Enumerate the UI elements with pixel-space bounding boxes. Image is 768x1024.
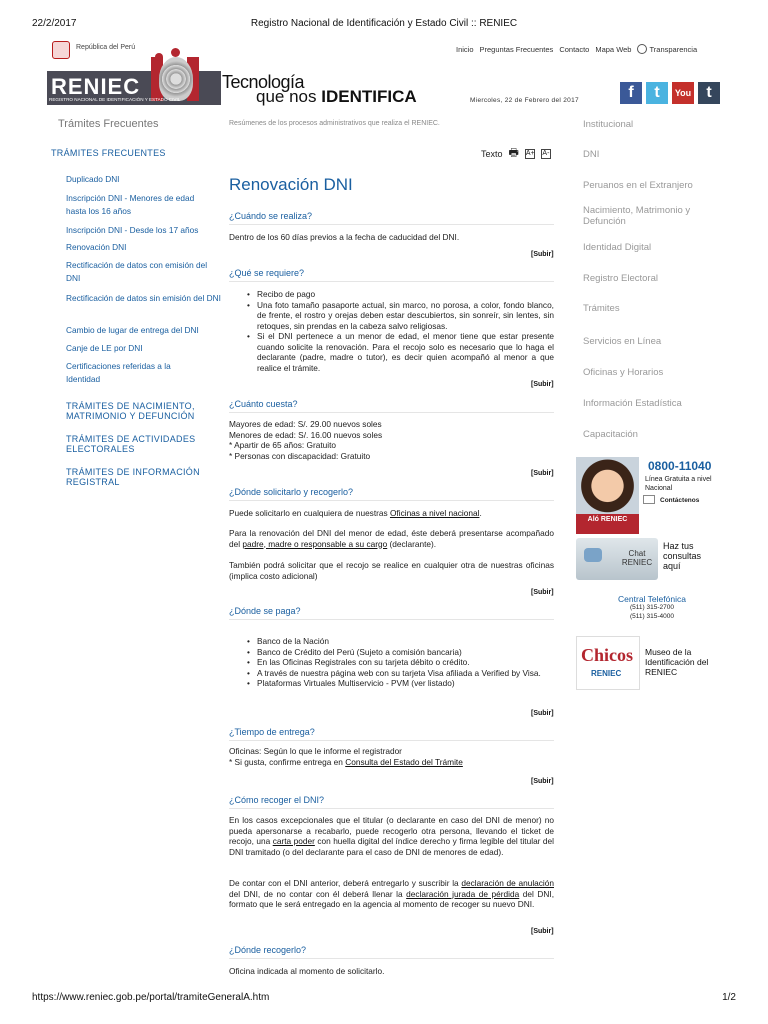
right-nav-estadistica[interactable]: Información Estadística xyxy=(583,398,682,409)
q-cuesta: ¿Cuánto cuesta? xyxy=(229,399,298,409)
left-item-renovacion[interactable]: Renovación DNI xyxy=(66,242,127,252)
tumblr-icon[interactable]: t xyxy=(698,82,720,104)
left-item-inscripcion-17[interactable]: Inscripción DNI - Desde los 17 años xyxy=(66,225,199,235)
chat-bubble-icon xyxy=(584,548,602,562)
cost-line: Menores de edad: S/. 16.00 nuevos soles xyxy=(229,429,383,440)
chat-label: Chat RENIEC xyxy=(621,549,653,567)
print-icon[interactable]: 🖶 xyxy=(508,147,519,159)
tiempo-2: * Si gusta, confirme entrega en Consulta del Estado del Trámite xyxy=(229,757,463,767)
right-nav-oficinas[interactable]: Oficinas y Horarios xyxy=(583,367,664,378)
q-donde-solicitar: ¿Dónde solicitarlo y recogerlo? xyxy=(229,487,354,497)
q-requiere: ¿Qué se requiere? xyxy=(229,268,305,278)
reniec-logo[interactable] xyxy=(47,43,221,107)
left-section-title: Trámites Frecuentes xyxy=(58,118,159,130)
left-item-canje-le[interactable]: Canje de LE por DNI xyxy=(66,343,143,353)
central-numbers: (511) 315-2700 (511) 315-4000 xyxy=(630,604,674,620)
alo-reniec-badge: Aló RENIEC xyxy=(576,514,639,534)
q-donde-recoger: ¿Dónde recogerlo? xyxy=(229,945,307,955)
nav-inicio[interactable]: Inicio xyxy=(456,44,474,54)
subir-link[interactable]: [Subir] xyxy=(531,589,554,596)
cost-line: Mayores de edad: S/. 29.00 nuevos soles xyxy=(229,419,382,429)
republica-label: República del Perú xyxy=(76,44,136,51)
right-nav-registro-electoral[interactable]: Registro Electoral xyxy=(583,273,658,284)
oficinas-link[interactable]: Oficinas a nivel nacional xyxy=(389,508,480,518)
tagline-line-1: Tecnología xyxy=(222,72,305,92)
print-title: Registro Nacional de Identificación y Estado Civil :: RENIEC xyxy=(250,18,518,29)
left-heading-registral[interactable]: TRÁMITES DE INFORMACIÓN REGISTRAL xyxy=(66,467,200,487)
declaracion-anulacion-link[interactable]: declaración de anulación xyxy=(461,878,554,888)
left-item-rectificacion-con[interactable]: Rectificación de datos con emisión del DNI xyxy=(66,260,208,283)
como-recoger-2: De contar con el DNI anterior, deberá entregarlo y suscribir la declaración de anulación del DNI, de no contar con él deberá llenar la declaración jurada de pérdida del DNI, formato que le será entregado en la agencia al momento de recoger su nuevo DNI. xyxy=(229,878,555,909)
q-tiempo: ¿Tiempo de entrega? xyxy=(229,727,315,737)
q-cuando: ¿Cuándo se realiza? xyxy=(229,211,313,221)
cost-line: * Apartir de 65 años: Gratuito xyxy=(229,440,337,450)
q-donde-paga: ¿Dónde se paga? xyxy=(229,606,301,616)
font-smaller-icon[interactable]: A- xyxy=(542,149,550,157)
left-item-rectificacion-sin[interactable]: Rectificación de datos sin emisión del DNI xyxy=(66,293,221,303)
left-item-duplicado[interactable]: Duplicado DNI xyxy=(66,174,120,184)
left-heading-electorales[interactable]: TRÁMITES DE ACTIVIDADES ELECTORALES xyxy=(66,434,196,454)
museo-link[interactable]: Museo de la Identificación del RENIEC xyxy=(645,647,709,677)
list-item: • Si el DNI pertenece a un menor de edad, el menor tiene que estar presente cuando solicite la renovación. Para el recojo solo es necesario que lo haga el declarante (padre, madre o tutor), es decir quien acompañó al menor a que realice el trámite. xyxy=(245,331,554,373)
list-item: • Banco de Crédito del Perú (Sujeto a comisión bancaria) xyxy=(245,647,554,658)
page-title: Renovación DNI xyxy=(229,175,353,194)
top-nav xyxy=(456,44,697,54)
list-item: • Plataformas Virtuales Multiservicio - PVM (ver listado) xyxy=(245,678,554,689)
search-icon xyxy=(637,44,647,54)
right-nav-capacitacion[interactable]: Capacitación xyxy=(583,429,638,440)
central-telefonica: Central Telefónica xyxy=(618,594,686,604)
list-item: • Una foto tamaño pasaporte actual, sin marco, no porosa, a color, fondo blanco, de frente, el rostro y orejas deben estar descubiertos, sin sonreír, sin lentes, sin retoques, sin prendas en la cabeza salvo religiosas. xyxy=(245,300,554,332)
font-bigger-icon[interactable]: A+ xyxy=(525,149,535,157)
subir-link[interactable]: [Subir] xyxy=(531,928,554,935)
chicos-reniec-label: RENIEC xyxy=(591,669,622,678)
nav-mapa-web[interactable]: Mapa Web xyxy=(595,44,632,54)
logo-word: RENIEC xyxy=(51,74,141,99)
subir-link[interactable]: [Subir] xyxy=(531,710,554,717)
donde-recoger-1: Oficina indicada al momento de solicitarlo. xyxy=(229,966,385,976)
print-page-number: 1/2 xyxy=(722,992,736,1003)
list-item: • A través de nuestra página web con su tarjeta Visa afiliada a Verified by Visa. xyxy=(245,668,554,679)
requisitos-list xyxy=(245,289,554,373)
padre-madre-link[interactable]: padre, madre o responsable a su cargo xyxy=(242,538,388,549)
print-url: https://www.reniec.gob.pe/portal/tramiteGeneralA.htm xyxy=(32,992,270,1003)
left-section-heading[interactable]: TRÁMITES FRECUENTES xyxy=(51,148,166,158)
right-nav-peruanos[interactable]: Peruanos en el Extranjero xyxy=(583,180,693,191)
left-item-cambio-lugar[interactable]: Cambio de lugar de entrega del DNI xyxy=(66,325,199,335)
facebook-icon[interactable]: f xyxy=(620,82,642,104)
consulta-estado-link[interactable]: Consulta del Estado del Trámite xyxy=(345,757,463,767)
fingerprint-icon xyxy=(159,57,193,101)
text-tools xyxy=(481,144,551,163)
subir-link[interactable]: [Subir] xyxy=(531,251,554,258)
right-nav-servicios[interactable]: Servicios en Línea xyxy=(583,336,662,347)
nav-contacto[interactable]: Contacto xyxy=(559,44,590,54)
right-nav-dni[interactable]: DNI xyxy=(583,149,600,160)
subir-link[interactable]: [Subir] xyxy=(531,381,554,388)
logo-subtitle: REGISTRO NACIONAL DE IDENTIFICACIÓN Y ESTADO CIVIL xyxy=(49,97,181,102)
tagline-line-2: que nos IDENTIFICA xyxy=(256,87,417,106)
q-como-recoger: ¿Cómo recoger el DNI? xyxy=(229,795,325,805)
right-nav-tramites[interactable]: Trámites xyxy=(583,303,620,314)
chicos-logo: Chicos xyxy=(581,645,634,665)
cost-line: * Personas con discapacidad: Gratuito xyxy=(229,450,371,461)
right-nav-nacimiento[interactable]: Nacimiento, Matrimonio y Defunción xyxy=(583,205,691,227)
pago-list xyxy=(245,636,554,689)
contactenos-link[interactable]: Contáctenos xyxy=(660,497,700,504)
right-nav-identidad-digital[interactable]: Identidad Digital xyxy=(583,242,652,253)
right-nav-institucional[interactable]: Institucional xyxy=(583,119,634,130)
list-item: • Banco de la Nación xyxy=(245,636,554,647)
tiempo-1: Oficinas: Según lo que le informe el registrador xyxy=(229,746,402,756)
texto-label: Texto xyxy=(481,148,503,159)
subir-link[interactable]: [Subir] xyxy=(531,470,554,477)
donde-solicitar-1: Puede solicitarlo en cualquiera de nuestras Oficinas a nivel nacional. xyxy=(229,508,482,518)
resumen-text: Resúmenes de los procesos administrativos que realiza el RENIEC. xyxy=(229,120,440,127)
como-recoger-1: En los casos excepcionales que el titular (o declarante en caso del DNI de menor) no pueda apersonarse a recabarlo, puede recogerlo otra persona, llevando el ticket de recojo, una carta poder con huella digital del índice derecho y firma legible del titular del DNI tramitado (o del declarante para el caso de DNI de menores de edad). xyxy=(229,815,554,857)
donde-solicitar-2: Para la renovación del DNI del menor de edad, éste deberá presentarse acompañado del padre, madre o responsable a su cargo (declarante). xyxy=(229,528,554,549)
twitter-icon[interactable]: t xyxy=(646,82,668,104)
chat-reniec-button[interactable] xyxy=(576,538,658,580)
declaracion-perdida-link[interactable]: declaración jurada de pérdida xyxy=(406,888,520,899)
youtube-icon[interactable]: You Tube xyxy=(672,82,694,104)
carta-poder-link[interactable]: carta poder xyxy=(272,836,315,846)
list-item: • En las Oficinas Registrales con su tarjeta débito o crédito. xyxy=(245,657,554,668)
linea-gratuita: Línea Gratuita a nivel Nacional xyxy=(645,476,712,492)
current-date: Miercoles, 22 de Febrero del 2017 xyxy=(470,97,579,104)
left-heading-nacimiento[interactable]: TRÁMITES DE NACIMIENTO, MATRIMONIO Y DEFUNCIÓN xyxy=(66,401,195,421)
nav-preguntas-frecuentes[interactable]: Preguntas Frecuentes xyxy=(479,44,554,54)
a-cuando: Dentro de los 60 días previos a la fecha de caducidad del DNI. xyxy=(229,232,460,242)
nav-transparencia[interactable]: Transparencia xyxy=(637,44,697,54)
list-item: • Recibo de pago xyxy=(245,289,554,300)
donde-solicitar-3: También podrá solicitar que el recojo se realice en cualquier otra de nuestras oficinas (implica costo adicional) xyxy=(229,560,554,581)
subir-link[interactable]: [Subir] xyxy=(531,778,554,785)
phone-number: 0800-11040 xyxy=(648,459,712,473)
print-date: 22/2/2017 xyxy=(32,18,77,29)
mail-icon[interactable] xyxy=(643,495,655,504)
chicos-reniec-banner[interactable] xyxy=(576,636,640,690)
left-item-certificaciones[interactable]: Certificaciones referidas a la Identidad xyxy=(66,361,171,384)
left-item-inscripcion-menores[interactable]: Inscripción DNI - Menores de edad hasta los 16 años xyxy=(66,193,195,216)
chat-consultas-text[interactable]: Haz tus consultas aquí xyxy=(663,541,702,571)
